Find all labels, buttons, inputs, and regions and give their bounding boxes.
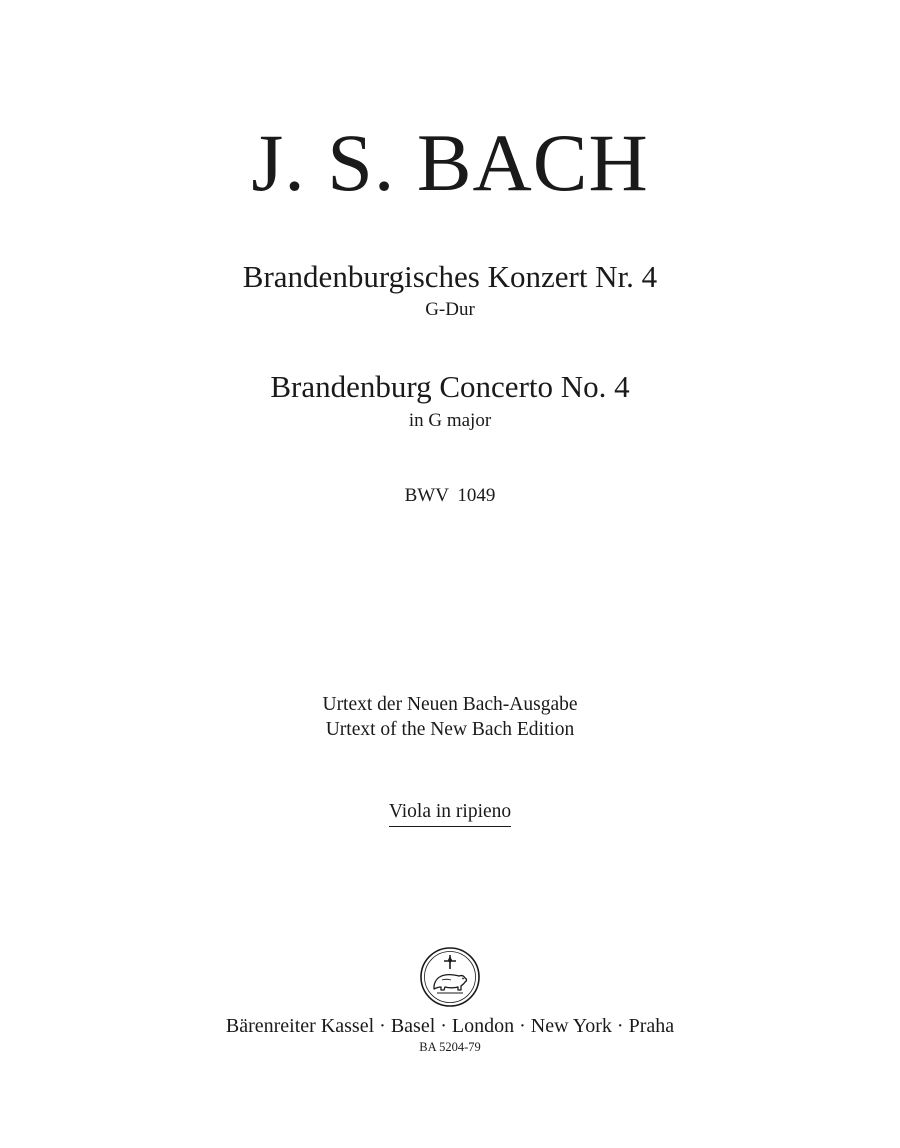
bwv-number: BWV 1049 xyxy=(404,485,496,506)
catalog-number: BA 5204-79 xyxy=(419,1040,481,1054)
baerenreiter-bear-icon xyxy=(417,945,483,1009)
key-english: in G major xyxy=(408,410,492,431)
composer-name: J. S. BACH xyxy=(251,117,649,208)
instrument-part: Viola in ripieno xyxy=(389,800,511,827)
instrument-block xyxy=(0,800,900,827)
urtext-english: Urtext of the New Bach Edition xyxy=(325,719,575,740)
title-english: Brandenburg Concerto No. 4 xyxy=(270,369,630,404)
key-german: G-Dur xyxy=(425,299,475,320)
publisher-line: Bärenreiter Kassel · Basel · London · New York · Praha xyxy=(225,1015,675,1037)
title-german: Brandenburgisches Konzert Nr. 4 xyxy=(242,259,658,294)
urtext-german: Urtext der Neuen Bach-Ausgabe xyxy=(322,694,578,715)
